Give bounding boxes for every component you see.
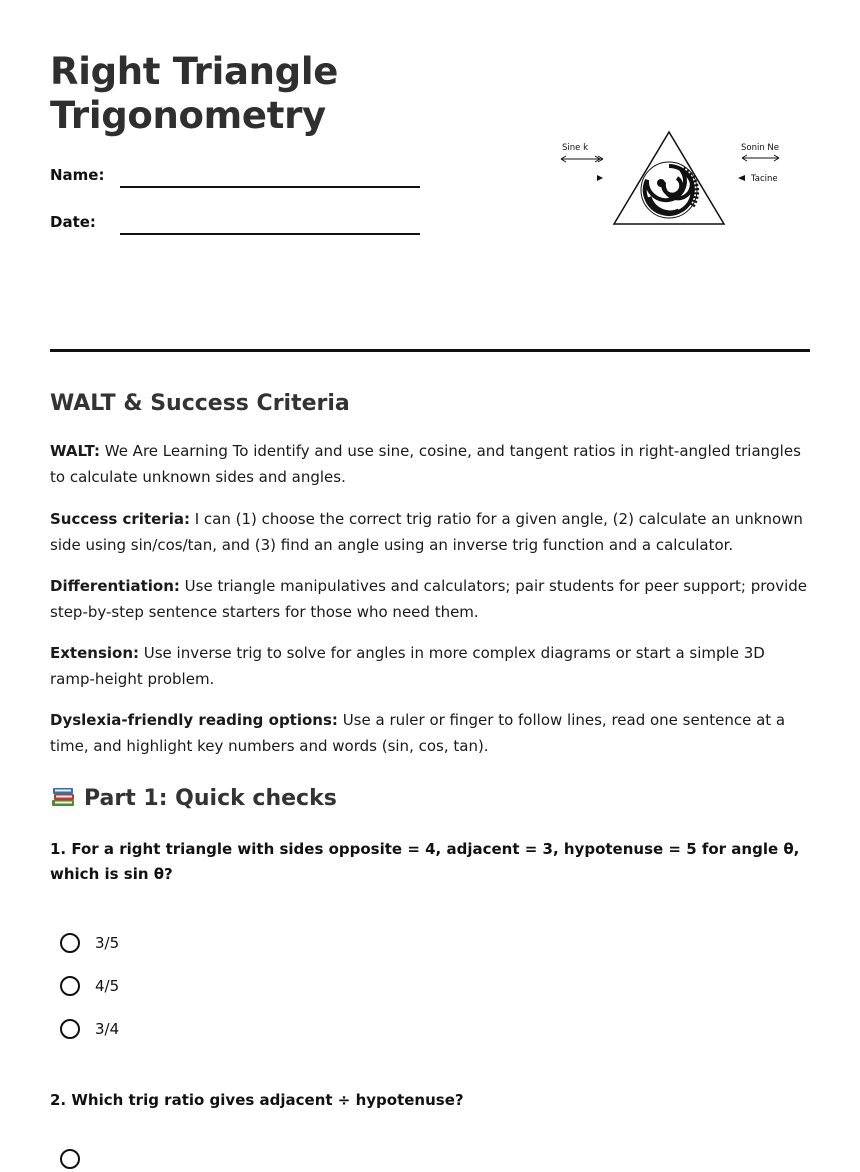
walt-label: WALT: bbox=[50, 442, 100, 460]
radio-button[interactable] bbox=[60, 933, 80, 953]
page-title: Right Triangle Trigonometry bbox=[50, 50, 339, 137]
name-field[interactable] bbox=[50, 165, 430, 195]
success-criteria-text: I can (1) choose the correct trig ratio for a given angle, (2) calculate an unknown side using sin/cos/tan, and (3) find an angle using an inverse trig function and a calculator. bbox=[50, 510, 803, 554]
triangle-spiral-logo bbox=[557, 127, 787, 231]
extension-label: Extension: bbox=[50, 644, 139, 662]
dyslexia-options-paragraph bbox=[50, 707, 810, 759]
option-label: 4/5 bbox=[95, 977, 120, 995]
question-2-option-1[interactable] bbox=[60, 1146, 80, 1172]
differentiation-paragraph bbox=[50, 573, 810, 625]
part1-heading-text: Part 1: Quick checks bbox=[84, 786, 337, 811]
success-criteria-label: Success criteria: bbox=[50, 510, 190, 528]
name-line[interactable] bbox=[120, 186, 420, 188]
option-label: 3/4 bbox=[95, 1020, 120, 1038]
spiral-icon bbox=[641, 162, 697, 218]
success-criteria-paragraph bbox=[50, 506, 810, 558]
name-label: Name: bbox=[50, 166, 105, 184]
dyslexia-options-text: Use a ruler or finger to follow lines, read one sentence at a time, and highlight key numbers and words (sin, cos, tan). bbox=[50, 711, 786, 755]
walt-heading: WALT & Success Criteria bbox=[50, 391, 350, 416]
date-line[interactable] bbox=[120, 233, 420, 235]
radio-button[interactable] bbox=[60, 1019, 80, 1039]
question-1: 1. For a right triangle with sides opposite = 4, adjacent = 3, hypotenuse = 5 for angle θ, which is sin θ? bbox=[50, 840, 800, 883]
option-label: 3/5 bbox=[95, 934, 120, 952]
radio-button[interactable] bbox=[60, 1149, 80, 1169]
date-field[interactable] bbox=[50, 212, 430, 242]
extension-text: Use inverse trig to solve for angles in more complex diagrams or start a simple 3D ramp-height problem. bbox=[50, 644, 765, 688]
logo-right-bottom-text: Tacine bbox=[751, 174, 778, 184]
walt-text: We Are Learning To identify and use sine, cosine, and tangent ratios in right-angled triangles to calculate unknown sides and angles. bbox=[50, 442, 801, 486]
double-arrow-icon bbox=[561, 156, 603, 162]
extension-paragraph bbox=[50, 640, 810, 692]
radio-button[interactable] bbox=[60, 976, 80, 996]
question-1-option-1[interactable] bbox=[60, 930, 119, 956]
walt-paragraph bbox=[50, 438, 810, 490]
date-label: Date: bbox=[50, 213, 96, 231]
books-icon bbox=[50, 784, 76, 808]
logo-left-top-text: Sine k bbox=[562, 143, 588, 153]
left-arrowhead-icon bbox=[738, 175, 745, 181]
double-arrow-icon-right bbox=[742, 155, 779, 161]
question-1-option-2[interactable] bbox=[60, 973, 119, 999]
part1-heading bbox=[50, 784, 337, 813]
logo-right-top-text: Sonin Ne bbox=[741, 143, 780, 153]
header-divider bbox=[50, 349, 810, 352]
differentiation-label: Differentiation: bbox=[50, 577, 180, 595]
right-arrowhead-icon bbox=[597, 175, 603, 181]
differentiation-text: Use triangle manipulatives and calculators; pair students for peer support; provide step-by-step sentence starters for those who need them. bbox=[50, 577, 808, 621]
question-2: 2. Which trig ratio gives adjacent ÷ hypotenuse? bbox=[50, 1091, 464, 1109]
question-1-option-3[interactable] bbox=[60, 1016, 119, 1042]
dyslexia-options-label: Dyslexia-friendly reading options: bbox=[50, 711, 338, 729]
